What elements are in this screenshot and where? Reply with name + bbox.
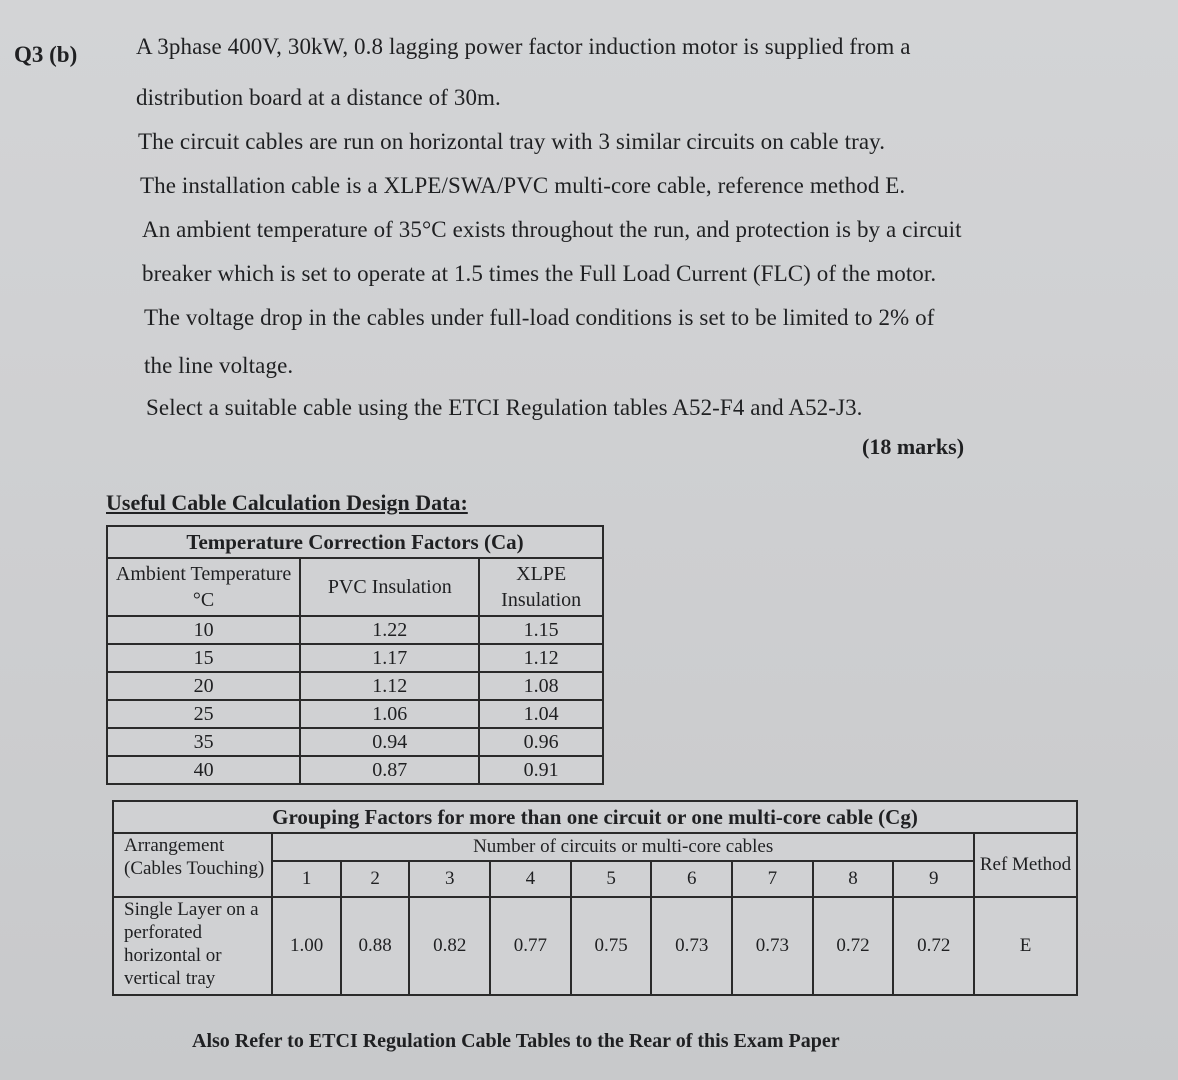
circuit-count-cell: 5 (571, 861, 652, 897)
temp-cell: 15 (107, 644, 300, 672)
xlpe-cell: 1.04 (479, 700, 603, 728)
temp-cell: 40 (107, 756, 300, 784)
grouping-factors-table (112, 800, 1078, 996)
circuit-count-cell: 1 (272, 861, 341, 897)
circuit-count-cell: 8 (813, 861, 894, 897)
temp-cell: 35 (107, 728, 300, 756)
question-line: An ambient temperature of 35°C exists throughout the run, and protection is by a circuit (142, 217, 962, 242)
question-label: Q3 (b) (14, 42, 78, 67)
xlpe-cell: 0.96 (479, 728, 603, 756)
question-line: The installation cable is a XLPE/SWA/PVC multi-core cable, reference method E. (140, 173, 906, 198)
grouping-factor-cell: 0.77 (490, 897, 571, 995)
temp-cell: 20 (107, 672, 300, 700)
table-row (107, 728, 603, 756)
grouping-factor-cell: 0.88 (341, 897, 410, 995)
question-line: the line voltage. (144, 353, 294, 378)
temp-cell: 25 (107, 700, 300, 728)
arrangement-header: Arrangement (Cables Touching) (113, 833, 272, 897)
xlpe-cell: 1.08 (479, 672, 603, 700)
grouping-factor-cell: 0.72 (893, 897, 974, 995)
xlpe-cell: 1.15 (479, 616, 603, 644)
ref-method-cell: E (974, 897, 1077, 995)
circuit-count-cell: 4 (490, 861, 571, 897)
temp-header-ambient: Ambient Temperature °C (107, 558, 300, 616)
arrangement-label: Single Layer on a perforated horizontal or vertical tray (113, 897, 272, 995)
table-row (107, 672, 603, 700)
question-line: Select a suitable cable using the ETCI Regulation tables A52-F4 and A52-J3. (146, 395, 863, 420)
temp-header-xlpe: XLPE Insulation (479, 558, 603, 616)
circuit-count-cell: 2 (341, 861, 410, 897)
xlpe-cell: 0.91 (479, 756, 603, 784)
table-row (107, 616, 603, 644)
pvc-cell: 1.06 (300, 700, 479, 728)
temp-table-caption: Temperature Correction Factors (Ca) (107, 526, 603, 558)
pvc-cell: 1.17 (300, 644, 479, 672)
temp-cell: 10 (107, 616, 300, 644)
group-table-caption: Grouping Factors for more than one circuit or one multi-core cable (Cg) (113, 801, 1077, 833)
table-row (107, 700, 603, 728)
table-row (107, 756, 603, 784)
table-row (113, 897, 1077, 995)
circuit-count-cell: 6 (651, 861, 732, 897)
grouping-factor-cell: 1.00 (272, 897, 341, 995)
grouping-factor-cell: 0.75 (571, 897, 652, 995)
table-row (107, 644, 603, 672)
xlpe-cell: 1.12 (479, 644, 603, 672)
temp-header-pvc: PVC Insulation (300, 558, 479, 616)
grouping-factor-cell: 0.82 (409, 897, 490, 995)
ref-method-header: Ref Method (974, 833, 1077, 897)
footer-note: Also Refer to ETCI Regulation Cable Tables to the Rear of this Exam Paper (192, 1030, 840, 1052)
pvc-cell: 1.12 (300, 672, 479, 700)
useful-data-title: Useful Cable Calculation Design Data: (106, 490, 468, 515)
pvc-cell: 1.22 (300, 616, 479, 644)
number-of-circuits-header: Number of circuits or multi-core cables (272, 833, 974, 861)
temperature-correction-table (106, 525, 604, 785)
marks-label: (18 marks) (862, 434, 965, 459)
question-line: A 3phase 400V, 30kW, 0.8 lagging power factor induction motor is supplied from a (136, 34, 911, 59)
circuit-count-cell: 3 (409, 861, 490, 897)
circuit-count-cell: 9 (893, 861, 974, 897)
grouping-factor-cell: 0.73 (732, 897, 813, 995)
grouping-factor-cell: 0.73 (651, 897, 732, 995)
circuit-count-cell: 7 (732, 861, 813, 897)
question-line: distribution board at a distance of 30m. (136, 85, 501, 110)
question-line: The voltage drop in the cables under full-load conditions is set to be limited to 2% of (144, 305, 935, 330)
pvc-cell: 0.94 (300, 728, 479, 756)
grouping-factor-cell: 0.72 (813, 897, 894, 995)
pvc-cell: 0.87 (300, 756, 479, 784)
question-line: The circuit cables are run on horizontal tray with 3 similar circuits on cable tray. (138, 129, 886, 154)
question-line: breaker which is set to operate at 1.5 times the Full Load Current (FLC) of the motor. (142, 261, 937, 286)
